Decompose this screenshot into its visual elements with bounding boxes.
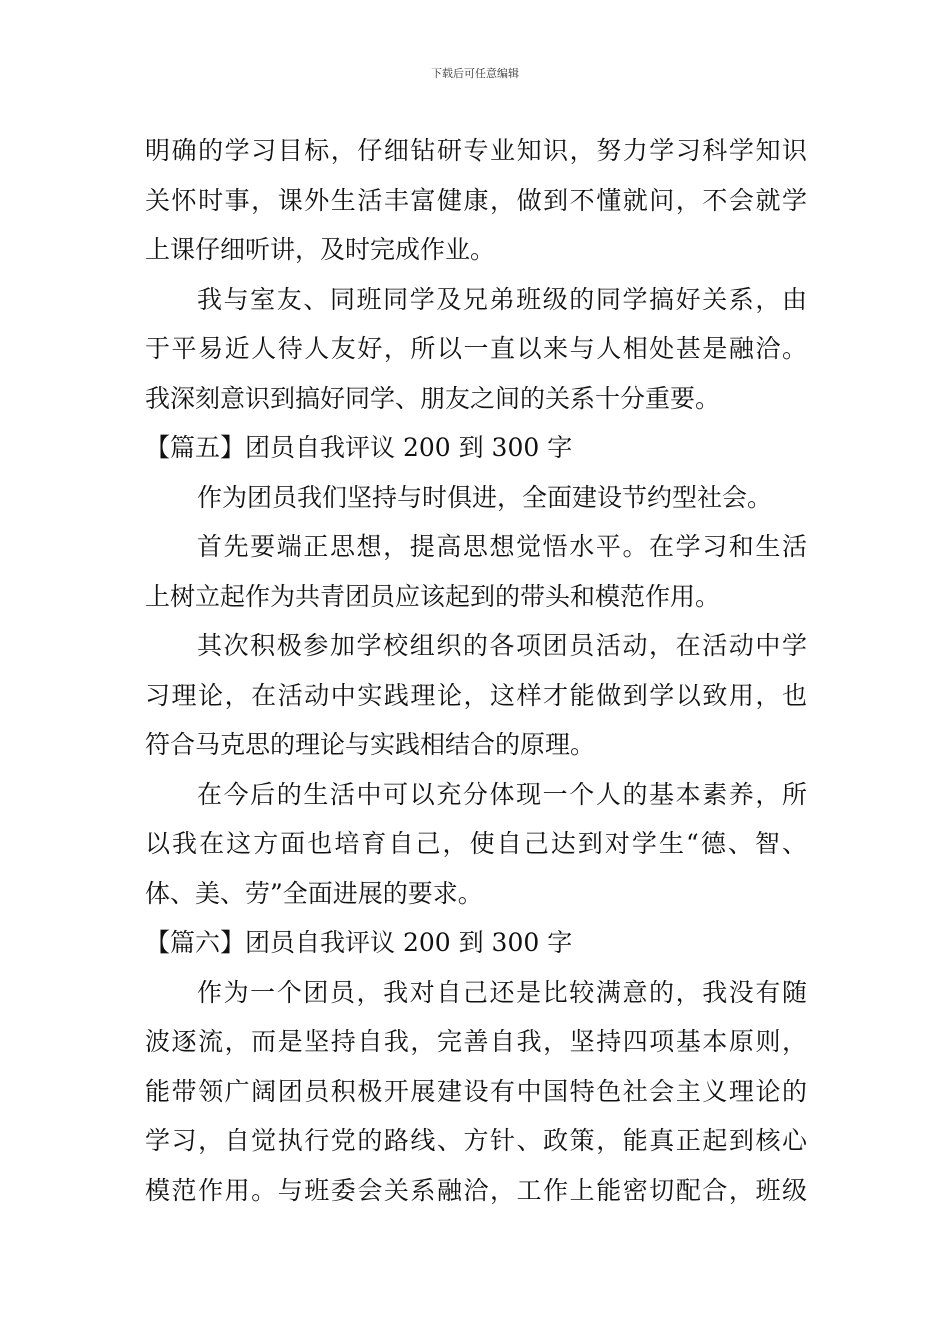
text-line: 上课仔细听讲，及时完成作业。	[145, 235, 496, 264]
section-heading-5: 【篇五】团员自我评议 200 到 300 字	[145, 433, 573, 462]
text-line: 明确的学习目标，仔细钻研专业知识，努力学习科学知识	[145, 136, 807, 165]
text-line: 体、美、劳”全面进展的要求。	[145, 878, 483, 908]
text-line: 我深刻意识到搞好同学、朋友之间的关系十分重要。	[145, 383, 721, 413]
text-line: 模范作用。与班委会关系融洽，工作上能密切配合，班级	[145, 1175, 807, 1205]
paragraph-start-line: 作为一个团员，我对自己还是比较满意的，我没有随	[197, 977, 807, 1007]
text-line: 波逐流，而是坚持自我，完善自我，坚持四项基本原则，	[145, 1027, 807, 1056]
text-line: 能带领广阔团员积极开展建设有中国特色社会主义理论的	[145, 1076, 807, 1106]
page-header: 下载后可任意编辑	[431, 67, 519, 80]
text-line: 上树立起作为共青团员应该起到的带头和模范作用。	[145, 581, 721, 611]
document-body	[145, 126, 807, 1215]
text-line: 关怀时事，课外生活丰富健康，做到不懂就问，不会就学	[145, 185, 807, 215]
paragraph-start-line: 首先要端正思想，提高思想觉悟水平。在学习和生活	[197, 532, 807, 561]
paragraph-start-line: 其次积极参加学校组织的各项团员活动，在活动中学	[197, 631, 807, 660]
text-line: 符合马克思的理论与实践相结合的原理。	[145, 730, 596, 759]
paragraph-start-line: 作为团员我们坚持与时俱进，全面建设节约型社会。	[197, 482, 773, 512]
text-line: 于平易近人待人友好，所以一直以来与人相处甚是融洽。	[145, 334, 807, 363]
section-heading-6: 【篇六】团员自我评议 200 到 300 字	[145, 928, 573, 957]
text-line: 习理论，在活动中实践理论，这样才能做到学以致用，也	[145, 680, 807, 710]
text-line: 学习，自觉执行党的路线、方针、政策，能真正起到核心	[145, 1126, 807, 1155]
text-line: 以我在这方面也培育自己，使自己达到对学生“德、智、	[145, 829, 807, 858]
paragraph-start-line: 我与室友、同班同学及兄弟班级的同学搞好关系，由	[197, 284, 807, 314]
paragraph-start-line: 在今后的生活中可以充分体现一个人的基本素养，所	[197, 779, 807, 809]
